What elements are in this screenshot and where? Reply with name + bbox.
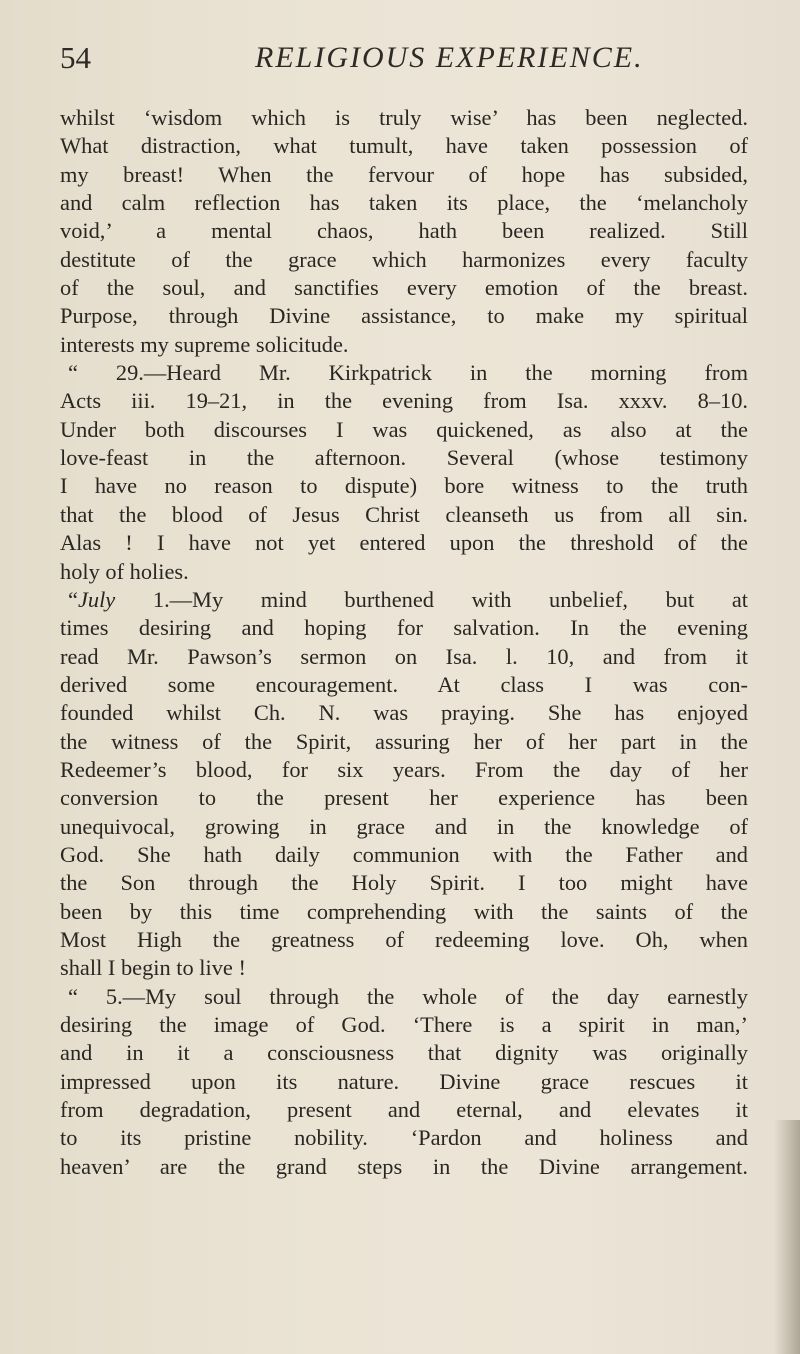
text-line: and in it a consciousness that dignity was originally: [60, 1040, 748, 1066]
month-july: July: [77, 586, 116, 612]
running-head: [60, 38, 750, 78]
text-line: my breast! When the fervour of hope has subsided,: [60, 161, 748, 187]
text-line: read Mr. Pawson’s sermon on Isa. l. 10, and from it: [60, 643, 748, 669]
text-line: Most High the greatness of redeeming love. Oh, when: [60, 926, 748, 952]
text-line: “ 5.—My soul through the whole of the day earnestly: [68, 983, 748, 1009]
text-line: love-feast in the afternoon. Several (whose testimony: [60, 445, 748, 471]
text-line: desiring the image of God. ‘There is a spirit in man,’: [60, 1012, 748, 1037]
text-line: times desiring and hoping for salvation. In the evening: [60, 615, 748, 641]
text-line: “ 29.—Heard Mr. Kirkpatrick in the morning from: [68, 360, 748, 386]
text-line: from degradation, present and eternal, and elevates it: [60, 1097, 748, 1123]
text-line: of the soul, and sanctifies every emotion of the breast.: [60, 275, 748, 301]
text-line: God. She hath daily communion with the Father and: [60, 841, 748, 867]
page-edge-shadow: [774, 1120, 800, 1354]
text-line: void,’ a mental chaos, hath been realized. Still: [60, 218, 748, 244]
text-line: been by this time comprehending with the saints of the: [60, 898, 748, 924]
text-line: derived some encouragement. At class I was con-: [60, 671, 748, 697]
text-line: founded whilst Ch. N. was praying. She has enjoyed: [60, 700, 748, 726]
text-line: unequivocal, growing in grace and in the knowledge of: [60, 813, 748, 839]
july-entry-text: 1.—My mind burthened with unbelief, but at: [152, 586, 748, 612]
text-line: What distraction, what tumult, have taken possession of: [60, 133, 748, 159]
text-line: impressed upon its nature. Divine grace rescues it: [60, 1068, 748, 1094]
text-line: the Son through the Holy Spirit. I too might have: [60, 870, 748, 896]
text-line: shall I begin to live !: [60, 955, 246, 981]
text-line: Redeemer’s blood, for six years. From the day of her: [60, 756, 748, 782]
text-line: Purpose, through Divine assistance, to make my spiritual: [60, 303, 748, 329]
text-line: I have no reason to dispute) bore witness to the truth: [60, 473, 748, 499]
opening-quote: “: [68, 586, 78, 612]
running-title: RELIGIOUS EXPERIENCE.: [255, 41, 644, 74]
text-line: whilst ‘wisdom which is truly wise’ has been neglected.: [60, 105, 748, 130]
text-line: conversion to the present her experience has been: [60, 785, 748, 811]
text-line: Alas ! I have not yet entered upon the threshold of the: [60, 530, 748, 556]
text-line: and calm reflection has taken its place, the ‘melancholy: [60, 190, 748, 216]
text-line: to its pristine nobility. ‘Pardon and holiness and: [60, 1125, 748, 1151]
body-text: [60, 104, 748, 1181]
text-line: that the blood of Jesus Christ cleanseth us from all sin.: [60, 501, 748, 527]
text-line: Under both discourses I was quickened, as also at the: [60, 416, 748, 442]
text-line: the witness of the Spirit, assuring her of her part in the: [60, 728, 748, 754]
text-line: interests my supreme solicitude.: [60, 331, 349, 357]
text-line: destitute of the grace which harmonizes every faculty: [60, 246, 748, 272]
text-line: Acts iii. 19–21, in the evening from Isa. xxxv. 8–10.: [60, 388, 748, 414]
page-number: 54: [60, 40, 91, 75]
text-line: holy of holies.: [60, 558, 189, 584]
text-line: heaven’ are the grand steps in the Divine arrangement.: [60, 1153, 748, 1179]
text-line-july: [60, 586, 748, 614]
